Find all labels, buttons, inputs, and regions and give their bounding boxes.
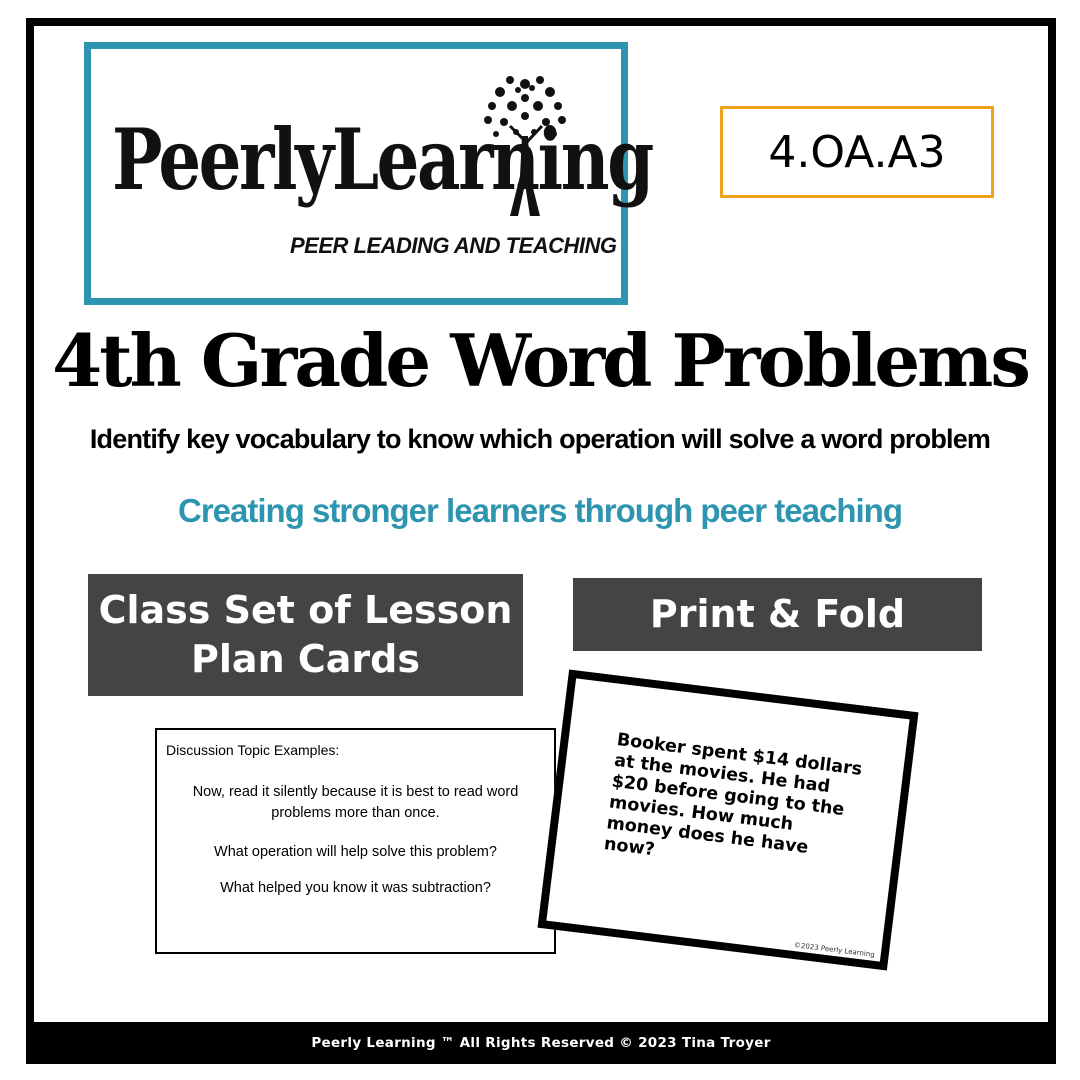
print-fold-label: Print & Fold xyxy=(573,578,982,651)
discussion-heading: Discussion Topic Examples: xyxy=(166,742,340,758)
logo-title: PeerlyLearning xyxy=(112,110,652,209)
problem-card xyxy=(537,670,918,971)
standard-code-badge: 4.OA.A3 xyxy=(720,106,994,198)
discussion-question: What operation will help solve this problem? xyxy=(214,844,497,860)
page-tagline: Creating stronger learners through peer teaching xyxy=(178,492,902,529)
page-title: 4th Grade Word Problems xyxy=(52,318,1028,403)
class-set-label: Class Set of Lesson Plan Cards xyxy=(88,574,523,696)
discussion-card xyxy=(155,728,556,954)
problem-text: Booker spent $14 dollars at the movies. He had $20 before going to the movies. How much money does he have now? xyxy=(602,729,864,861)
page-subtitle: Identify key vocabulary to know which operation will solve a word problem xyxy=(89,424,991,454)
problem-card-copyright: ©2023 Peerly Learning xyxy=(793,941,876,959)
footer: Peerly Learning ™ All Rights Reserved © 2023 Tina Troyer xyxy=(26,1022,1056,1064)
discussion-question: What helped you know it was subtraction? xyxy=(220,880,491,896)
discussion-question: Now, read it silently because it is best to read word problems more than once. xyxy=(192,784,519,822)
logo-tagline: PEER LEADING AND TEACHING xyxy=(290,233,617,258)
